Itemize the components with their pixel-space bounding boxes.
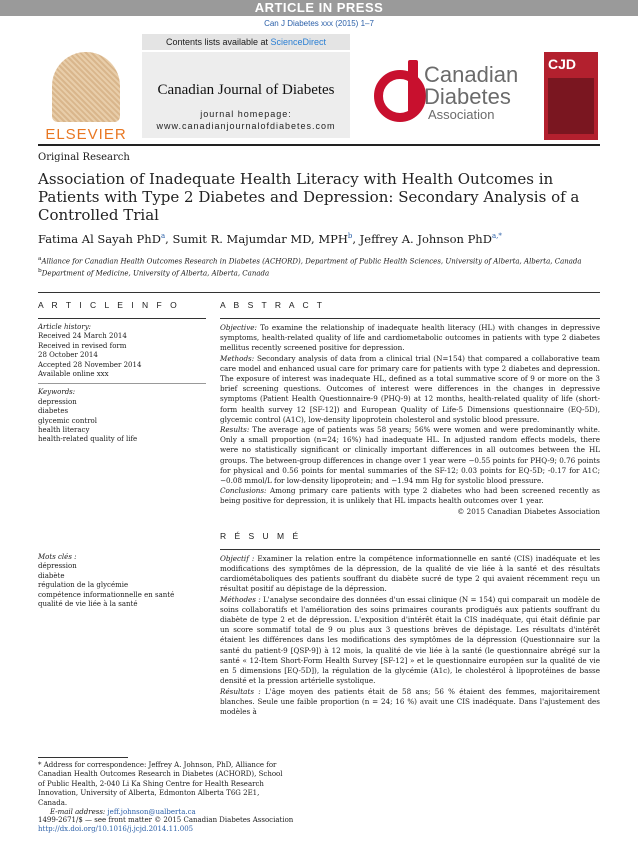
- email-link[interactable]: jeff.johnson@ualberta.ca: [107, 808, 196, 817]
- author-affiliation-mark[interactable]: b: [347, 232, 353, 241]
- resume-paragraph: [220, 554, 600, 595]
- journal-homepage: [142, 108, 350, 132]
- keyword-item: health-related quality of life: [38, 435, 138, 444]
- article-identifiers: [38, 816, 338, 835]
- correspondence-footnote: [38, 761, 288, 817]
- resume-text: Examiner la relation entre la compétence informationnelle en santé (CIS) inadéquate et les modifications des symptômes de la dépression, de la qualité de vie liée à la santé et des résultats cardiométaboliques des patients souffrant du diabète sucré de type 2 qui avaient récemment reçu un résultat positif au dépistage de la dépression.: [220, 553, 600, 594]
- abstract-copyright: © 2015 Canadian Diabetes Association: [457, 506, 600, 516]
- abstract-heading: A B S T R A C T: [220, 300, 326, 310]
- issn-line: 1499-2671/$ — see front matter © 2015 Canadian Diabetes Association: [38, 816, 294, 824]
- info-separator: [38, 383, 206, 384]
- history-label: Article history:: [38, 323, 92, 331]
- mot-item: régulation de la glycémie: [38, 581, 129, 590]
- abstract-label: Objective:: [220, 323, 257, 332]
- sciencedirect-link[interactable]: ScienceDirect: [270, 37, 327, 47]
- doi-link[interactable]: http://dx.doi.org/10.1016/j.jcjd.2014.11.005: [38, 825, 194, 834]
- article-title: Association of Inadequate Health Literacy with Health Outcomes in Patients with Type 2 Diabetes and Depression: Secondary Analysis of a Controlled Trial: [38, 170, 580, 224]
- author-separator: ,: [352, 232, 360, 246]
- keyword-item: depression: [38, 397, 77, 406]
- history-item: Received in revised form: [38, 341, 127, 350]
- homepage-url-link[interactable]: www.canadianjournalofdiabetes.com: [156, 121, 336, 131]
- mots-label: Mots clés :: [38, 552, 77, 561]
- abstract-column: [220, 300, 600, 717]
- resume-heading: R É S U M É: [220, 530, 302, 541]
- cda-logo-line1: Canadian: [424, 62, 519, 87]
- abstract-paragraph: [220, 486, 600, 506]
- mot-item: dépression: [38, 562, 77, 571]
- article-in-press-banner: ARTICLE IN PRESS: [0, 0, 638, 16]
- affiliation-mark: b: [38, 268, 42, 275]
- author-affiliation-mark[interactable]: a: [160, 232, 166, 241]
- article-history: [38, 323, 206, 445]
- mots-cles: [38, 553, 206, 609]
- affiliation-item: [38, 254, 598, 266]
- journal-title: Canadian Journal of Diabetes: [157, 82, 335, 98]
- abstract-label: Results:: [220, 425, 250, 435]
- resume-label: Objectif :: [220, 553, 255, 563]
- abstract-paragraph: [220, 425, 600, 486]
- resume-label: Méthodes :: [220, 594, 261, 604]
- footnote-text: * Address for correspondence: Jeffrey A. Johnson, PhD, Alliance for Canadian Health Outcomes Research in Diabetes (ACHORD), School of Public Health, 2-040 Li Ka Shing Centre for Health Research Innovation, University of Alberta, Edmonton Alberta T6G 2E1, Canada.: [38, 761, 283, 807]
- resume-text: L'analyse secondaire des données d'un essai clinique (N = 154) qui comparait un modèle de soins collaboratifs et l'amélioration des soins primaires courants prodigués aux patients souffrant du diabète de type 2 et de dépression. L'exposition d'intérêt était la CIS inadéquate, qui était définie par un score sommatif total de 9 ou plus aux 3 questions brèves de dépistage. Les résultats d'intérêt étaient les différences dans les modifications des symptômes de la dépression (Questionnaire sur la santé du patient-9 [QSP-9]) à 12 mois, la qualité de vie liée à la santé (le questionnaire abrégé sur la santé « 12-Item Short-Form Health Survey [SF-12] » et le questionnaire européen sur la qualité de vie en 5 dimensions [EQ-5D]), la régulation de la glycémie (A1c), le cholestérol à lipoprotéines de basse densité et la pression artérielle systolique.: [220, 594, 600, 686]
- author-name[interactable]: Jeffrey A. Johnson PhD: [359, 232, 492, 246]
- cda-logo-bar-icon: [408, 60, 418, 112]
- footnote-divider: [38, 757, 128, 758]
- homepage-label: journal homepage:: [200, 109, 292, 119]
- resume-paragraph: [220, 687, 600, 718]
- journal-header: [38, 34, 598, 142]
- contents-prefix: Contents lists available at: [165, 37, 271, 47]
- author-separator: ,: [165, 232, 173, 246]
- article-info-rule: [38, 318, 206, 319]
- affiliation-mark: a: [38, 256, 42, 262]
- cda-logo-icon: [374, 70, 426, 122]
- email-label: E-mail address:: [50, 808, 108, 817]
- abstract-label: Methods:: [220, 353, 255, 363]
- header-divider: [38, 144, 600, 146]
- content-divider: [38, 292, 600, 293]
- article-type: Original Research: [38, 152, 130, 163]
- affiliation-text: Alliance for Canadian Health Outcomes Research in Diabetes (ACHORD), Department of Public Health Sciences, University of Alberta, Alberta, Canada: [41, 257, 582, 266]
- contents-available-bar: [142, 34, 350, 50]
- cda-logo-line2: Diabetes: [424, 84, 511, 109]
- history-item: Accepted 28 November 2014: [38, 360, 142, 369]
- history-item: 28 October 2014: [38, 351, 98, 360]
- abstract-label: Conclusions:: [220, 486, 267, 496]
- keyword-item: glycemic control: [38, 416, 98, 425]
- abstract-rule: [220, 318, 600, 319]
- elsevier-logo: [38, 52, 134, 142]
- abstract-paragraph: [220, 323, 600, 354]
- mot-item: diabète: [38, 571, 65, 580]
- abstract-text: Among primary care patients with type 2 diabetes who had been screened recently as being positive for depression, it is unlikely that HL impacts health outcomes over 1 year.: [220, 486, 600, 506]
- article-info-heading: A R T I C L E I N F O: [38, 300, 180, 310]
- cover-label: CJD: [548, 56, 577, 72]
- article-info-column: [38, 300, 206, 609]
- author-affiliation-mark[interactable]: a,*: [491, 232, 502, 241]
- journal-citation-link[interactable]: Can J Diabetes xxx (2015) 1–7: [264, 19, 374, 28]
- elsevier-tree-icon: [52, 52, 120, 122]
- resume-rule: [220, 549, 600, 550]
- cda-logo-text: [424, 64, 518, 122]
- abstract-text: Secondary analysis of data from a clinical trial (N=154) that compared a collaborative team care model and enhanced usual care for primary care for patients with type 2 diabetes and depression. The exposure of interest was inadequate HL, defined as a total summative score of 9 or more on the 3 brief screening questions. Outcomes of interest were differences in the changes in depressive symptoms (Patient Health Questionnaire-9 (PHQ-9) at 12 months, health-related quality of life (short-form health survey 12 [SF-12]) and European Quality of Life-5 Dimensions questionnaire (EQ-5D), glycemic control (A1C), low-density lipoprotein cholesterol and systolic blood pressure.: [220, 353, 600, 424]
- history-item: Received 24 March 2014: [38, 332, 127, 341]
- author-name[interactable]: Fatima Al Sayah PhD: [38, 232, 161, 246]
- resume-text: L'âge moyen des patients était de 58 ans; 56 % étaient des femmes, majoritairement blanches. Seule une faible proportion (n = 24; 16 %) avait une CIS inadéquate. Dans l'ajustement des modèles à: [220, 686, 600, 716]
- keywords-label: Keywords:: [38, 388, 76, 397]
- canadian-diabetes-association-logo: [358, 54, 538, 140]
- abstract-paragraph: [220, 354, 600, 425]
- resume-label: Résultats :: [220, 686, 261, 696]
- affiliation-item: [38, 266, 598, 278]
- journal-cover-thumbnail[interactable]: [544, 52, 598, 140]
- abstract-text: The average age of patients was 58 years; 56% were women and were predominantly white. Only a small proportion (n=24; 16%) had inadequate HL. In adjusted random effects models, there were no statistically significant or clinically important differences in all outcomes between the HL groups. The between-group differences in change over 1 year were −0.55 points for PHQ-9; 0.76 points for physical and 0.56 points for mental summaries of the SF-12; 0.03 points for EQ-5D; -0.17 for A1C; −0.08 mmol/L for low-density lipoprotein; and −1.94 mm Hg for systolic blood pressure.: [220, 425, 600, 486]
- cda-logo-line3: Association: [428, 107, 495, 122]
- affiliation-text: Department of Medicine, University of Alberta, Alberta, Canada: [41, 269, 270, 278]
- mot-item: qualité de vie liée à la santé: [38, 599, 138, 608]
- mot-item: compétence informationnelle en santé: [38, 590, 175, 599]
- keyword-item: diabetes: [38, 407, 69, 416]
- affiliations: [38, 254, 598, 279]
- keyword-item: health literacy: [38, 426, 90, 435]
- author-list: [38, 232, 598, 246]
- cover-image: [548, 78, 594, 134]
- resume-paragraph: [220, 595, 600, 687]
- history-item: Available online xxx: [38, 370, 109, 379]
- elsevier-logo-text: ELSEVIER: [45, 126, 127, 143]
- abstract-text: To examine the relationship of inadequate health literacy (HL) with changes in depressive symptoms, health-related quality of life and cardiometabolic outcomes in patients with type 2 diabetes mellitus recently screened positive for depression.: [220, 323, 600, 353]
- author-name[interactable]: Sumit R. Majumdar MD, MPH: [172, 232, 348, 246]
